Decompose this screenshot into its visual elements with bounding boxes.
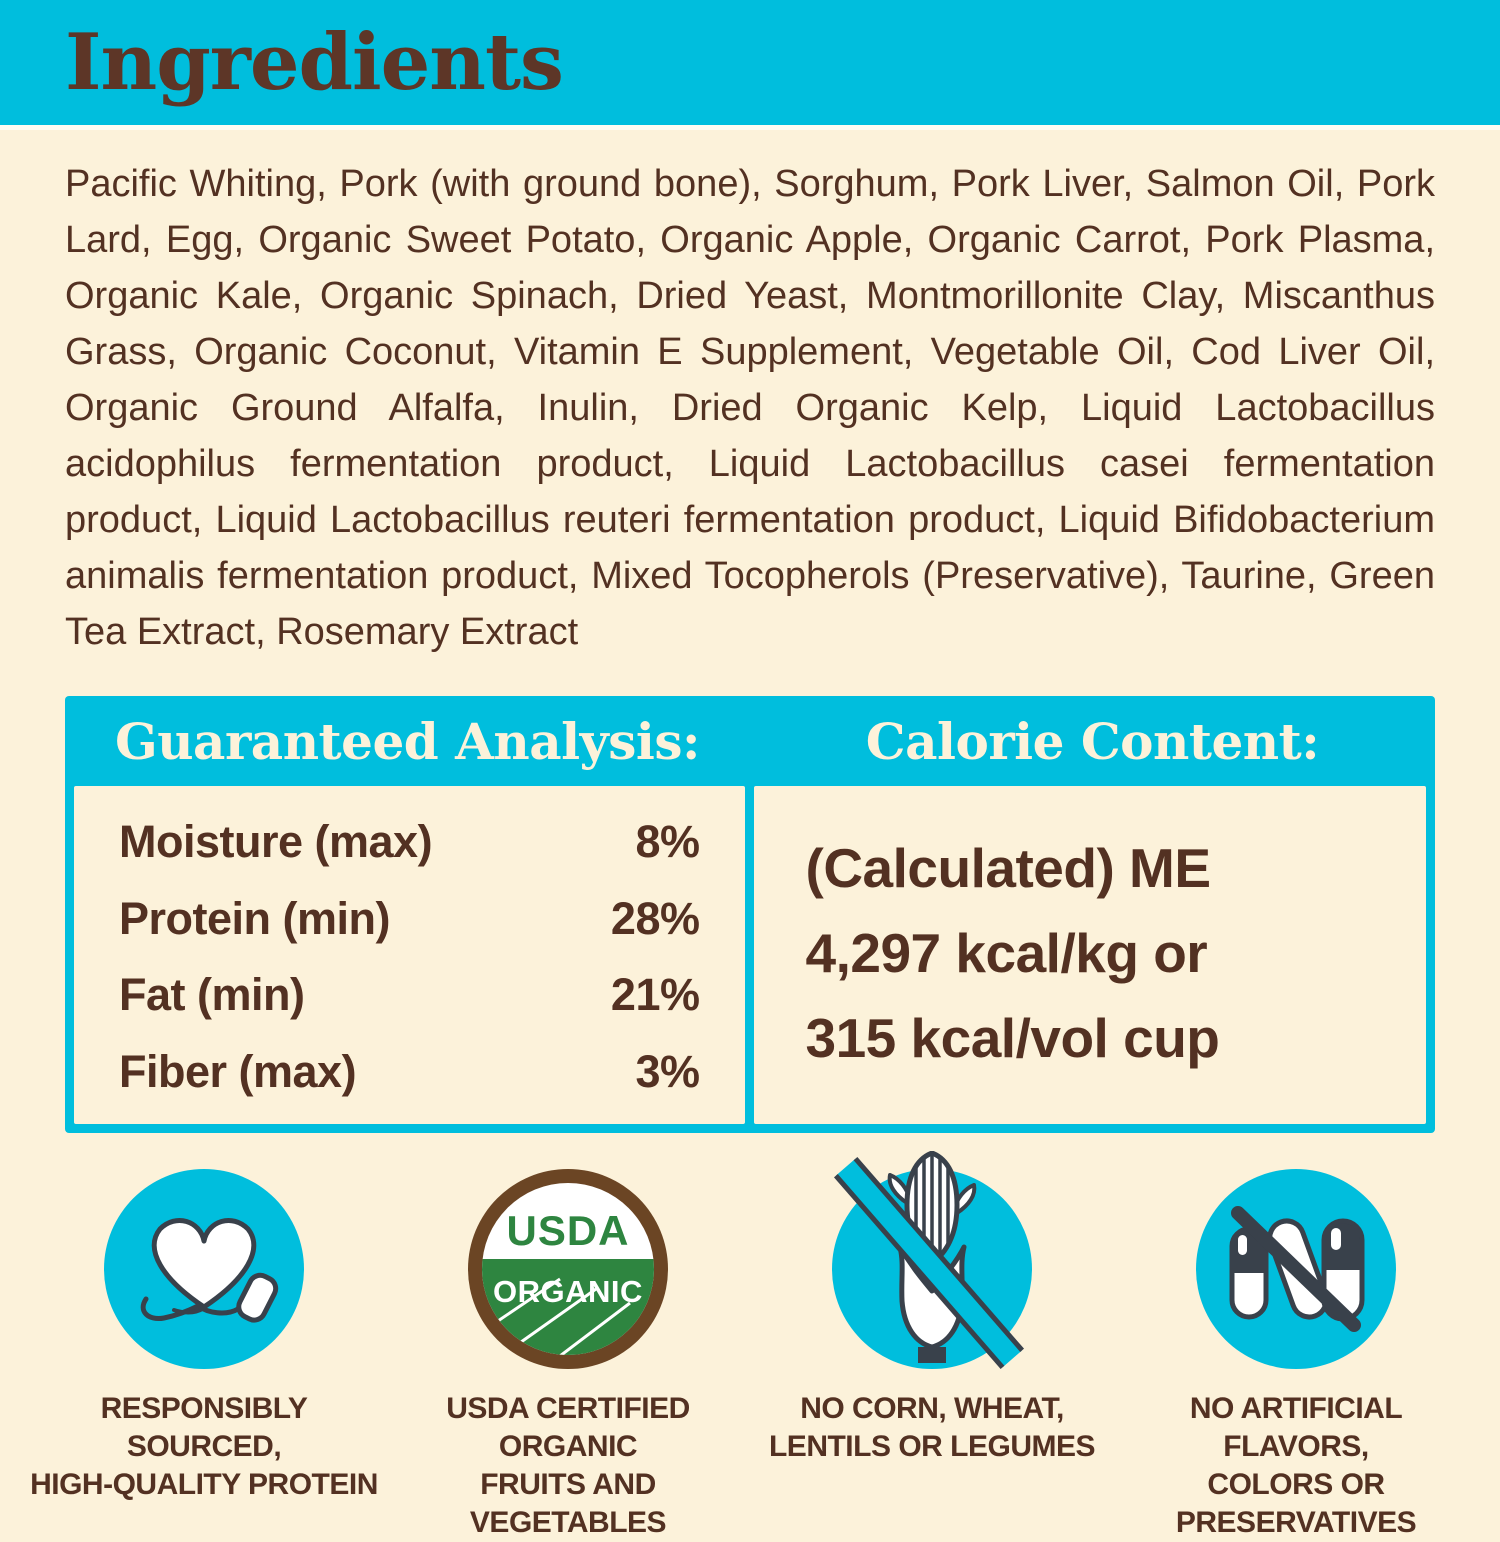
row-value: 21% (610, 969, 700, 1021)
calorie-line: 315 kcal/vol cup (805, 1007, 1220, 1069)
table-row (119, 1046, 700, 1098)
table-row (119, 893, 700, 945)
table-row (119, 969, 700, 1021)
ingredients-list: Pacific Whiting, Pork (with ground bone), Sorghum, Pork Liver, Salmon Oil, Pork Lard, Egg, Organic Sweet Potato, Organic Apple, Organic Carrot, Pork Plasma, Organic Kale, Organic Spinach, Dried Yeast, Montmorillonite Clay, Miscanthus Grass, Organic Coconut, Vitamin E Supplement, Vegetable Oil, Cod Liver Oil, Organic Ground Alfalfa, Inulin, Dried Organic Kelp, Liquid Lactobacillus acidophilus fermentation product, Liquid Lactobacillus casei fermentation product, Liquid Lactobacillus reuteri fermentation product, Liquid Bifidobacterium animalis fermentation product, Mixed Tocopherols (Preservative), Taurine, Green Tea Extract, Rosemary Extract (65, 163, 1435, 653)
no-pills-icon (1196, 1169, 1396, 1369)
calorie-line: (Calculated) ME (805, 837, 1211, 899)
row-label: Fiber (max) (119, 1045, 357, 1097)
guaranteed-analysis-table (74, 786, 745, 1124)
badge-caption: NO ARTIFICIAL FLAVORS, COLORS OR PRESERVATIVES (1175, 1392, 1417, 1539)
badge-caption: RESPONSIBLY SOURCED, HIGH-QUALITY PROTEIN (30, 1392, 378, 1501)
calorie-content-title: Calorie Content: (865, 711, 1320, 771)
heart-in-hand-icon (104, 1169, 304, 1369)
calorie-content-panel (754, 786, 1427, 1124)
box-headers (65, 696, 1435, 786)
badge-usda-organic (386, 1169, 750, 1542)
seal-usda-text: USDA (506, 1207, 630, 1254)
seal-organic-text: ORGANIC (493, 1274, 643, 1309)
badge-no-artificial (1114, 1169, 1478, 1542)
badge-no-corn (750, 1169, 1114, 1542)
row-value: 28% (610, 892, 700, 944)
badge-caption: NO CORN, WHEAT, LENTILS OR LEGUMES (768, 1392, 1095, 1463)
box-panels (65, 786, 1435, 1133)
analysis-calorie-box (65, 696, 1435, 1133)
guaranteed-analysis-title: Guaranteed Analysis: (115, 711, 700, 771)
usda-organic-seal (468, 1169, 668, 1369)
header-band (0, 0, 1500, 130)
page-title: Ingredients (65, 17, 563, 108)
badges-row (22, 1169, 1478, 1542)
row-label: Protein (min) (119, 892, 390, 944)
table-row (119, 816, 700, 868)
calorie-line: 4,297 kcal/kg or (805, 922, 1208, 984)
row-label: Fat (min) (119, 969, 305, 1021)
badge-caption: USDA CERTIFIED ORGANIC FRUITS AND VEGETABLES (446, 1392, 690, 1539)
row-value: 8% (635, 816, 700, 867)
row-label: Moisture (max) (119, 816, 433, 867)
row-value: 3% (635, 1045, 700, 1097)
no-corn-icon (832, 1151, 1032, 1369)
badge-responsibly-sourced (22, 1169, 386, 1542)
